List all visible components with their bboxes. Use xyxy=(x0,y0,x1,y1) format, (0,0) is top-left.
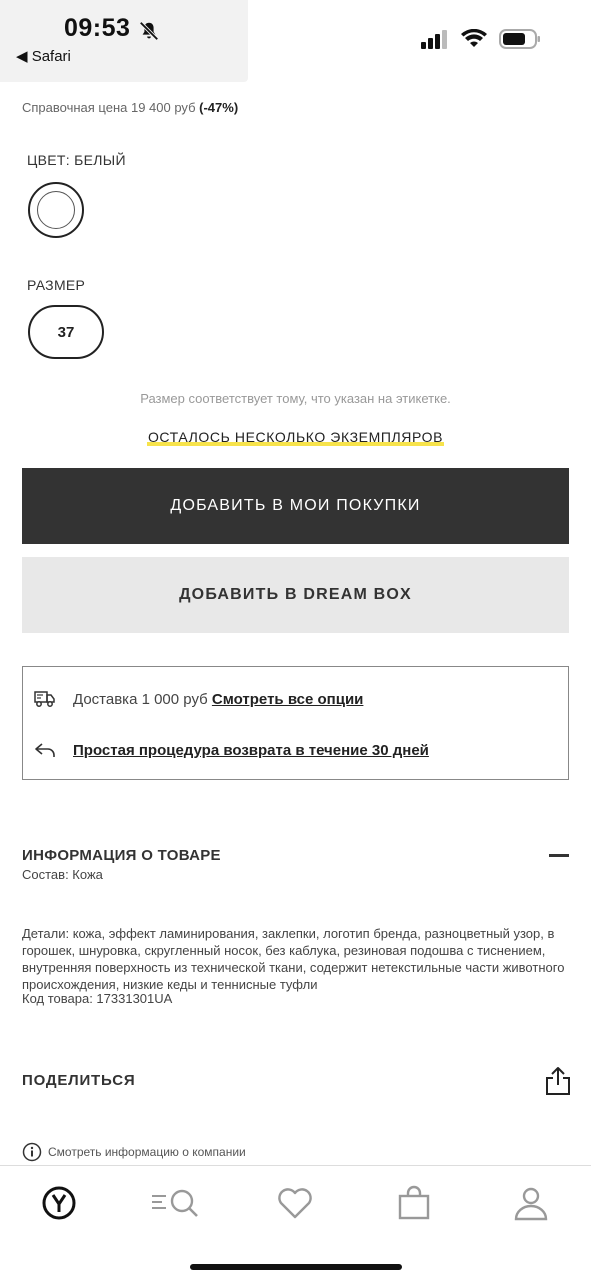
signal-icon xyxy=(421,29,449,49)
size-label: РАЗМЕР xyxy=(27,277,86,293)
info-icon xyxy=(22,1142,42,1162)
battery-icon xyxy=(499,28,541,50)
company-info-link[interactable] xyxy=(22,1142,246,1162)
composition-text: Состав: Кожа xyxy=(22,867,103,882)
status-bar xyxy=(0,0,591,82)
search-icon[interactable] xyxy=(152,1183,204,1223)
user-icon[interactable] xyxy=(511,1183,551,1223)
product-code: Код товара: 17331301UA xyxy=(22,991,173,1006)
reference-price-text: Справочная цена 19 400 руб xyxy=(22,100,200,115)
back-to-safari-link[interactable]: ◀ Safari xyxy=(16,48,71,65)
color-swatch-inner xyxy=(37,191,75,229)
return-arrow-icon xyxy=(33,738,57,762)
discount-percent: (-47%) xyxy=(199,100,239,115)
bottom-navigation xyxy=(0,1165,591,1280)
truck-icon xyxy=(33,687,57,711)
color-label: ЦВЕТ: БЕЛЫЙ xyxy=(27,152,126,168)
add-to-dreambox-button[interactable]: ДОБАВИТЬ В DREAM BOX xyxy=(22,557,569,633)
color-swatch-white[interactable] xyxy=(28,182,84,238)
share-icon[interactable] xyxy=(545,1066,571,1096)
return-row xyxy=(33,738,429,762)
return-policy-link[interactable]: Простая процедура возврата в течение 30 дней xyxy=(73,741,429,759)
add-to-cart-button[interactable]: ДОБАВИТЬ В МОИ ПОКУПКИ xyxy=(22,468,569,544)
bell-muted-icon xyxy=(138,20,160,42)
home-icon[interactable] xyxy=(39,1183,79,1223)
product-info-title: ИНФОРМАЦИЯ О ТОВАРЕ xyxy=(22,847,221,864)
delivery-options-link[interactable]: Смотреть все опции xyxy=(211,690,364,708)
share-title: ПОДЕЛИТЬСЯ xyxy=(22,1072,136,1089)
status-icons xyxy=(421,28,541,50)
reference-price xyxy=(22,100,238,115)
size-option-37[interactable]: 37 xyxy=(28,305,104,359)
status-time: 09:53 xyxy=(64,14,131,42)
heart-icon[interactable] xyxy=(275,1183,315,1223)
wifi-icon xyxy=(461,29,487,49)
bag-icon[interactable] xyxy=(394,1183,434,1223)
company-info-text: Смотреть информацию о компании xyxy=(48,1145,246,1159)
size-note: Размер соответствует тому, что указан на этикетке. xyxy=(140,391,451,406)
collapse-minus-icon[interactable] xyxy=(549,854,569,857)
delivery-row xyxy=(33,687,363,711)
stock-note-text: ОСТАЛОСЬ НЕСКОЛЬКО ЭКЗЕМПЛЯРОВ xyxy=(147,429,444,445)
details-text: Детали: кожа, эффект ламинирования, заклепки, логотип бренда, разноцветный узор, в горошек, шнуровка, скругленный носок, без каблука, резиновая подошва с тиснением, внутренняя поверхность из технической ткани, содержит нетекстильные части животного происхождения, низкие кеды и теннисные туфли xyxy=(22,926,565,992)
delivery-info-box xyxy=(22,666,569,780)
delivery-text: Доставка 1 000 руб xyxy=(73,690,208,708)
stock-note xyxy=(0,429,591,447)
home-indicator[interactable] xyxy=(190,1264,402,1270)
